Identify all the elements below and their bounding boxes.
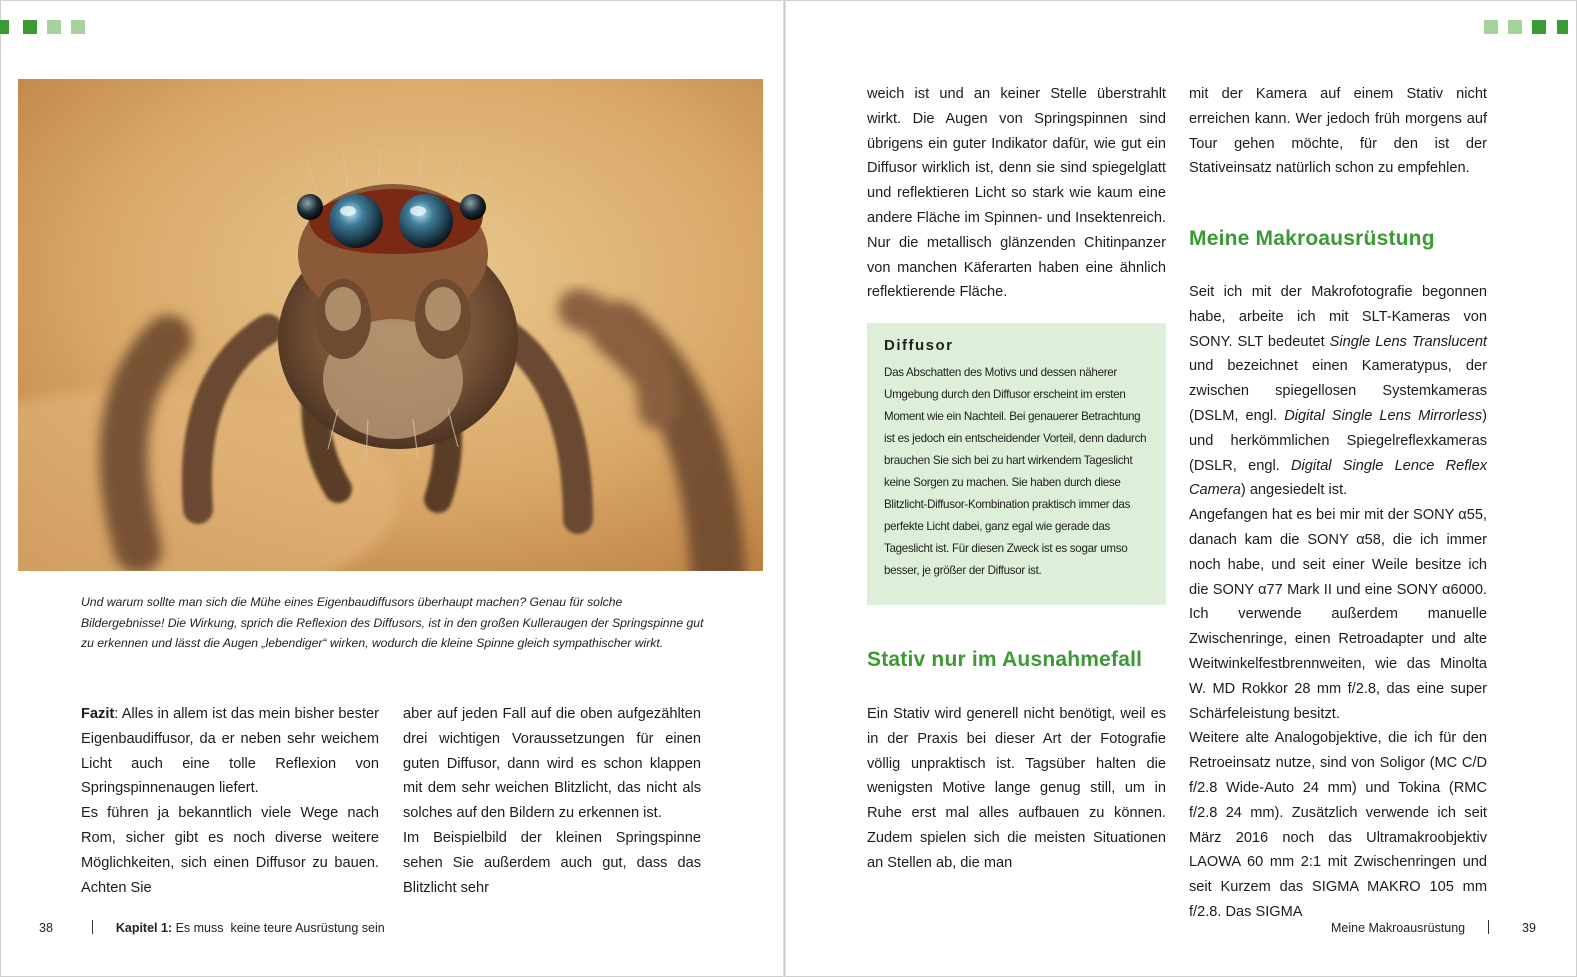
right-column-2 bbox=[1189, 82, 1487, 181]
right-column-2-lower bbox=[1189, 280, 1487, 925]
photo-caption: Und warum sollte man sich die Mühe eines Eigenbaudiffusors überhaupt machen? Genau für solche Bildergebnisse! Die Wirkung, sprich die Reflexion des Diffusors, ist in den großen Kulleraugen der Springspinne gut zu erkennen und lässt die Augen „lebendiger“ wirken, wodurch die kleine Spinne gleich sympathischer wirkt. bbox=[81, 595, 704, 650]
footer-separator bbox=[1488, 920, 1489, 934]
text-run: ) und herkömmlichen Spiegelreflexkameras (DSLR, engl. bbox=[1189, 407, 1487, 474]
chapter-title: Es muss keine teure Ausrüstung sein bbox=[172, 921, 385, 935]
fazit-label: Fazit bbox=[81, 706, 115, 722]
paragraph: Im Beispielbild der kleinen Springspinne sehen Sie außerdem auch gut, dass das Blitzlicht sehr bbox=[403, 829, 701, 896]
left-footer bbox=[39, 920, 385, 935]
paragraph: Angefangen hat es bei mir mit der SONY α55, danach kam die SONY α58, die ich immer noch habe, und seit einer Weile besitze ich die SONY α77 Mark II und eine SONY α6000. Ich verwende außerdem manuelle Zwischenringe, einen Retroadapter und alte Weitwinkelfestbrennweiten, wie das Minolta W. MD Rokkor 28 mm f/2.8, das eine super Schärfeleistung besitzt. bbox=[1189, 507, 1487, 722]
section-title: Meine Makroausrüstung bbox=[1331, 921, 1466, 935]
page-gutter bbox=[783, 0, 786, 977]
text-run: und bezeichnet einen Kameratypus, der zwischen spiegellosen Systemkameras (DSLM, engl. bbox=[1189, 358, 1487, 424]
corner-marker-square bbox=[1508, 20, 1522, 34]
corner-marker-square bbox=[71, 20, 85, 34]
box-text: Das Abschatten des Motivs und dessen näherer Umgebung durch den Diffusor erscheint im ersten Moment wie ein Nachteil. Bei genauerer Betrachtung ist es jedoch ein entscheidender Vorteil, denn dadurch brauchen Sie sich bei zu hart wirkendem Tageslicht keine Sorgen zu machen. Sie haben durch diese Blitzlicht-Diffusor-Kombination praktisch immer das perfekte Licht dabei, ganz egal wie gerade das Tageslicht ist. Für diesen Zweck ist es sogar umso besser, je größer der Diffusor ist. bbox=[884, 366, 1147, 577]
section-heading: Meine Makroausrüstung bbox=[1189, 227, 1435, 250]
paragraph: Weitere alte Analogobjektive, die ich für den Retroeinsatz nutze, sind von Soligor (MC C/D f/2.8 Wide-Auto 24 mm) und Tokina (RMC f/2.8 24 mm). Zusätzlich verwende ich seit März 2016 noch das Ultramakroobjektiv LAOWA 60 mm 2:1 mit Zwischenringen und seit Kurzem das SIGMA MAKRO 105 mm f/2.8. Das SIGMA bbox=[1189, 730, 1487, 920]
italic-term: Digital Single Lens Mirrorless bbox=[1284, 407, 1483, 424]
footer-separator bbox=[92, 920, 93, 934]
italic-term: Digital Single Lence Reflex Camera bbox=[1189, 457, 1487, 499]
box-title: Diffusor bbox=[884, 337, 954, 354]
text-run: Seit ich mit der Makrofotografie begonnen habe, arbeite ich mit SLT-Kameras von SONY. SLT bedeutet bbox=[1189, 284, 1487, 350]
corner-marker-square bbox=[1532, 20, 1546, 34]
right-column-1 bbox=[867, 82, 1166, 305]
spider-photo bbox=[18, 79, 763, 571]
right-footer bbox=[1331, 920, 1536, 935]
italic-term: Single Lens Translucent bbox=[1329, 333, 1487, 350]
corner-marker-square bbox=[23, 20, 37, 34]
paragraph: Es führen ja bekanntlich viele Wege nach Rom, sicher gibt es noch diverse weitere Möglichkeiten, sich einen Diffusor zu bauen. Achten Sie bbox=[81, 805, 379, 896]
paragraph: aber auf jeden Fall auf die oben aufgezählten drei wichtigen Voraussetzungen für einen guten Diffusor, dann wird es schon klappen mit dem sehr weichen Blitzlicht, das nicht als solches auf den Bildern zu erkennen ist. bbox=[403, 706, 701, 822]
section-heading: Stativ nur im Ausnahmefall bbox=[867, 648, 1143, 671]
paragraph-text: : Alles in allem ist das mein bisher bester Eigenbaudiffusor, da er neben sehr weichem Licht auch eine tolle Reflexion von Springspinnenaugen liefert. bbox=[81, 706, 379, 797]
paragraph bbox=[1189, 280, 1487, 503]
paragraph: weich ist und an keiner Stelle überstrahlt wirkt. Die Augen von Springspinnen sind übrigens ein guter Indikator dafür, wie gut ein Diffusor wirklich ist, denn sie sind spiegelglatt und reflektieren Licht so stark wie kaum eine andere Fläche im Spinnen- und Insektenreich. Nur die metallisch glänzenden Chitinpanzer von manchen Käferarten haben eine ähnlich reflektierende Fläche. bbox=[867, 86, 1166, 301]
chapter-label: Kapitel 1: bbox=[115, 921, 173, 935]
corner-marker-square bbox=[1557, 20, 1568, 34]
corner-marker-square bbox=[47, 20, 61, 34]
text-run: ) angesiedelt ist. bbox=[1240, 482, 1348, 499]
page-number: 39 bbox=[1522, 921, 1536, 935]
paragraph bbox=[81, 702, 379, 801]
left-column-2 bbox=[403, 702, 701, 900]
corner-marker-square bbox=[1484, 20, 1498, 34]
corner-marker-square bbox=[0, 20, 9, 34]
paragraph: mit der Kamera auf einem Stativ nicht erreichen kann. Wer jedoch früh morgens auf Tour gehen möchte, für den ist der Stativeinsatz natürlich schon zu empfehlen. bbox=[1189, 86, 1487, 177]
page-number: 38 bbox=[39, 921, 53, 935]
diffusor-info-box bbox=[867, 323, 1166, 605]
right-column-1-lower bbox=[867, 702, 1166, 876]
paragraph: Ein Stativ wird generell nicht benötigt, weil es in der Praxis bei dieser Art der Fotografie völlig unpraktisch ist. Tagsüber halten die wenigsten Motive lange genug still, um in Ruhe erst mal alles aufbauen zu können. Zudem spielen sich die meisten Situationen an Stellen ab, die man bbox=[867, 706, 1166, 871]
left-column-1 bbox=[81, 702, 379, 900]
